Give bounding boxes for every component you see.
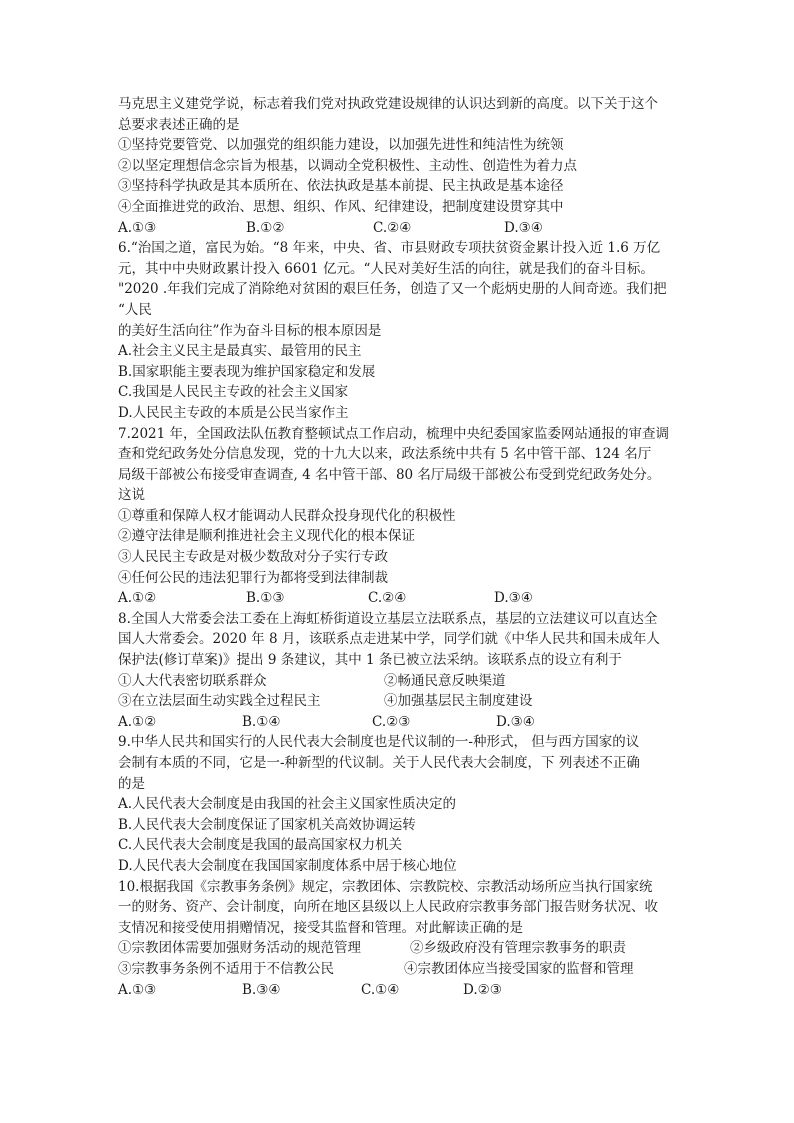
question-stem: 会制有本质的不同，它是一-种新型的代议制。关于人民代表大会制度，下 列表述不正确	[118, 755, 640, 771]
statement-row	[118, 691, 680, 712]
question-stem: 保护法(修订草案)》提出 9 条建议，其中 1 条已被立法采纳。该联系点的设立有利于	[118, 652, 622, 669]
question-stem: 总要求表述正确的是	[118, 116, 240, 133]
question-stem: 这说	[118, 487, 145, 504]
option-b: B.①②	[246, 219, 285, 236]
question-stem: 8.全国人大常委会法工委在上海虹桥街道设立基层立法联系点，基层的立法建议可以直达全	[118, 610, 658, 627]
question-stem: 元，其中中央财政累计投入 6601 亿元。“人民对美好生活的向往，就是我们的奋斗目标。	[118, 260, 654, 277]
question-stem: 的美好生活向往”作为奋斗目标的根本原因是	[118, 322, 382, 339]
question-9	[118, 732, 680, 876]
statement-4: ④加强基层民主制度建设	[384, 693, 533, 710]
question-stem: 6.“治国之道，富民为始。“8 年来，中央、省、市县财政专项扶贫资金累计投入近 1.6 万亿	[118, 240, 661, 257]
statement-row	[118, 959, 680, 980]
statement-1: ①坚持党要管党、以加强党的组织能力建设，以加强先进性和纯洁性为统领	[118, 137, 564, 154]
question-stem: "2020 .年我们完成了消除绝对贫困的艰巨任务，创造了又一个彪炳史册的人间奇迹。我们把	[118, 281, 667, 298]
option-c: C.②③	[372, 713, 411, 730]
option-d: D.②③	[463, 981, 502, 998]
question-stem: 一的财务、资产、会计制度，向所在地区县级以上人民政府宗教事务部门报告财务状况、收	[118, 899, 658, 916]
option-c: C.②④	[368, 590, 407, 607]
option-d: D.③④	[504, 219, 543, 236]
question-7	[118, 424, 680, 609]
answer-options	[118, 588, 680, 609]
statement-row	[118, 671, 680, 692]
option-d: D.③④	[494, 590, 533, 607]
option-a: A.①③	[118, 981, 157, 998]
statement-1: ①宗教团体需要加强财务活动的规范管理	[118, 940, 361, 957]
choice-b: B.国家职能主要表现为维护国家稳定和发展	[118, 363, 376, 380]
statement-3: ③在立法层面生动实践全过程民主	[118, 693, 321, 710]
answer-options	[118, 712, 680, 733]
question-6	[118, 238, 680, 423]
question-8	[118, 609, 680, 733]
statement-4: ④全面推进党的政治、思想、组织、作风、纪律建设，把制度建设贯穿其中	[118, 198, 564, 215]
statement-2: ②乡级政府没有管理宗教事务的职责	[410, 940, 626, 957]
question-stem: 马克思主义建党学说，标志着我们党对执政党建设规律的认识达到新的高度。以下关于这个	[118, 96, 658, 112]
statement-4: ④宗教团体应当接受国家的监督和管理	[404, 960, 634, 977]
choice-d: D.人民代表大会制度在我国国家制度体系中居于核心地位	[118, 857, 457, 874]
question-stem: “人民	[118, 301, 152, 318]
statement-3: ③坚持科学执政是其本质所在、依法执政是基本前提、民主执政是基本途径	[118, 178, 564, 195]
choice-d: D.人民民主专政的本质是公民当家作主	[118, 404, 349, 421]
exam-page	[118, 94, 680, 1000]
statement-row	[118, 938, 680, 959]
option-d: D.③④	[496, 713, 535, 730]
statement-3: ③人民民主专政是对极少数敌对分子实行专政	[118, 549, 388, 566]
option-b: B.①③	[246, 590, 285, 607]
statement-2: ②遵守法律是顺利推进社会主义现代化的根本保证	[118, 528, 415, 545]
question-stem: 10.根据我国《宗教事务条例》规定，宗教团体、宗教院校、宗教活动场所应当执行国家统	[118, 878, 653, 895]
answer-options	[118, 218, 680, 239]
statement-1: ①尊重和保障人权才能调动人民群众投身现代化的积极性	[118, 507, 456, 524]
choice-a: A.社会主义民主是最真实、最管用的民主	[118, 343, 362, 360]
question-stem: 支情况和接受使用捐赠情况，接受其监督和管理。对此解读正确的是	[118, 919, 523, 936]
question-stem: 的是	[118, 775, 145, 792]
option-a: A.①②	[118, 713, 157, 730]
option-a: A.①③	[118, 219, 157, 236]
option-c: C.②④	[373, 219, 412, 236]
statement-3: ③宗教事务条例不适用于不信教公民	[118, 960, 334, 977]
question-stem: 国人大常委会。2020 年 8 月，该联系点走进某中学，同学们就《中华人民共和国未成年人	[118, 631, 660, 648]
choice-b: B.人民代表大会制度保证了国家机关高效协调运转	[118, 816, 416, 833]
statement-2: ②畅通民意反映渠道	[384, 672, 506, 689]
option-b: B.③④	[242, 981, 281, 998]
answer-options	[118, 980, 680, 1001]
option-b: B.①④	[242, 713, 281, 730]
option-a: A.①②	[118, 590, 157, 607]
statement-2: ②以坚定理想信念宗旨为根基，以调动全党积极性、主动性、创造性为着力点	[118, 157, 577, 174]
choice-a: A.人民代表大会制度是由我国的社会主义国家性质决定的	[118, 796, 457, 813]
choice-c: C.人民代表大会制度是我国的最高国家权力机关	[118, 837, 403, 854]
question-stem: 7.2021 年，全国政法队伍教育整顿试点工作启动，梳理中央纪委国家监委网站通报的审查调	[118, 425, 670, 442]
statement-1: ①人大代表密切联系群众	[118, 672, 267, 689]
option-c: C.①④	[361, 981, 400, 998]
question-5	[118, 94, 680, 238]
question-stem: 查和党纪政务处分信息发现，党的十九大以来，政法系统中共有 5 名中管干部、124 名厅	[118, 446, 652, 463]
question-stem: 9.中华人民共和国实行的人民代表大会制度也是代议制的一-种形式， 但与西方国家的议	[118, 734, 640, 751]
question-10	[118, 877, 680, 1001]
statement-4: ④任何公民的违法犯罪行为都将受到法律制裁	[118, 569, 388, 586]
choice-c: C.我国是人民民主专政的社会主义国家	[118, 384, 349, 401]
question-stem: 局级干部被公布接受审查调查, 4 名中管干部、80 名厅局级干部被公布受到党纪政务处分。	[118, 466, 661, 483]
